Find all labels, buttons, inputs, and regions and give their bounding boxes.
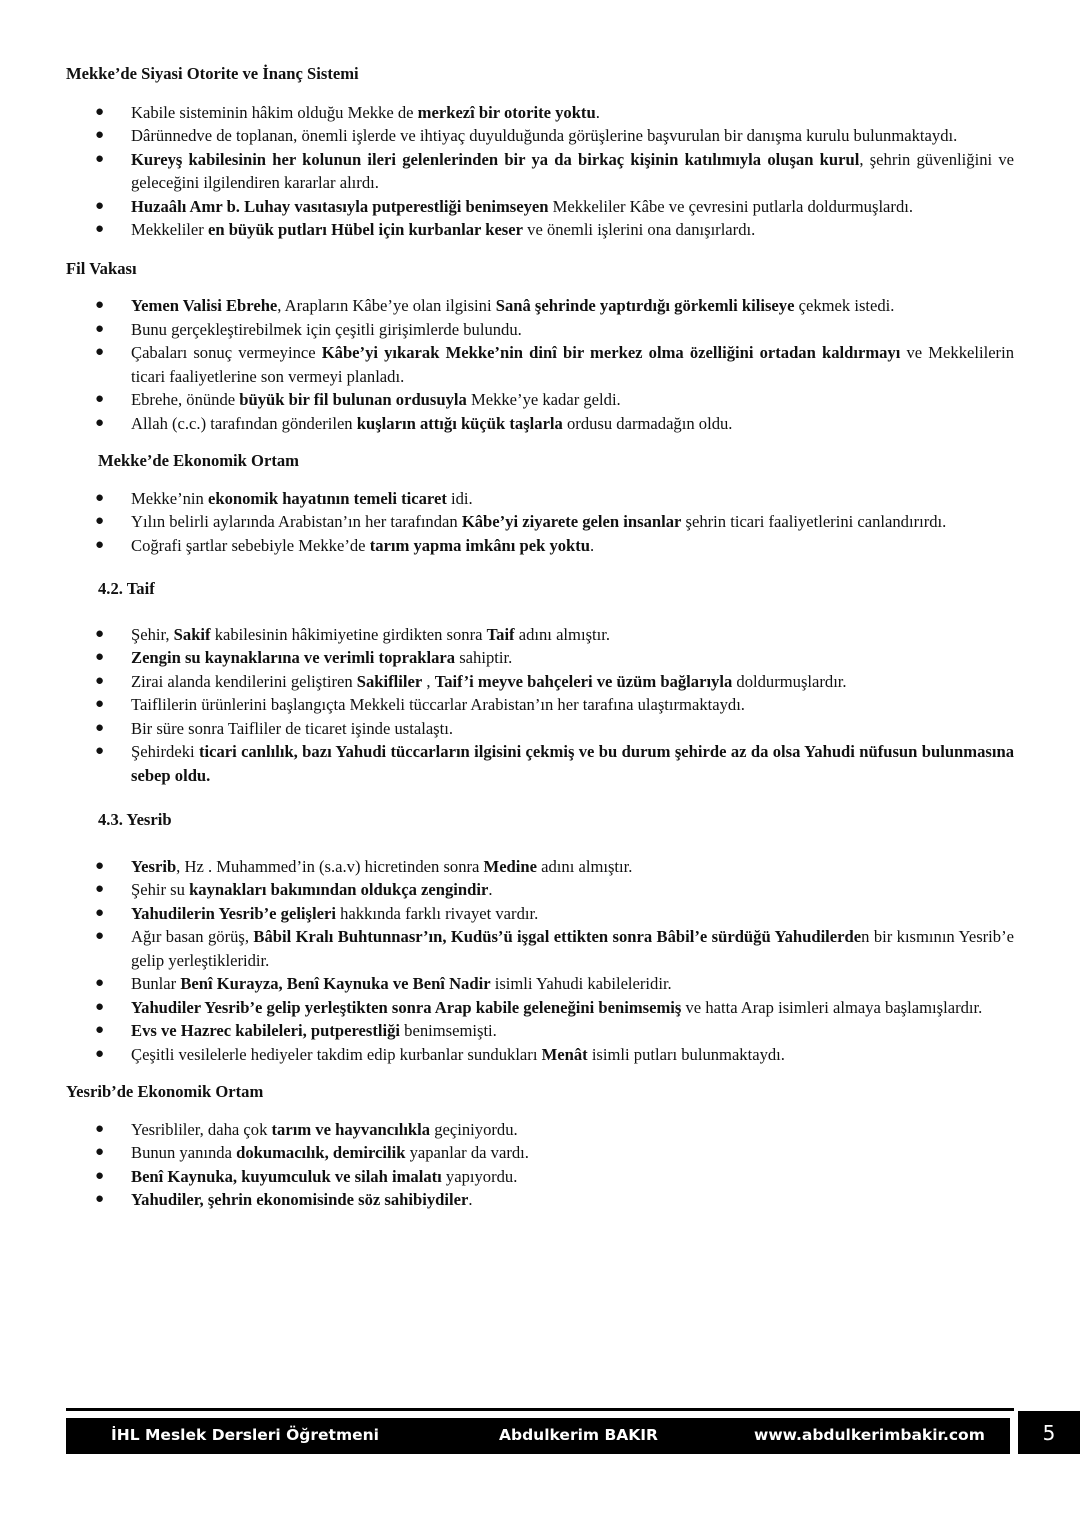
text: Ebrehe, önünde [131, 390, 240, 409]
list-item [66, 996, 1014, 1020]
text: Çabaları sonuç vermeyince [131, 343, 322, 362]
list-item [66, 1118, 1014, 1142]
bullet-icon: ● [95, 928, 105, 944]
bold-text: Evs ve Hazrec kabileleri, putperestliği [131, 1021, 401, 1040]
text: isimli putları bulunmaktaydı. [587, 1044, 785, 1064]
bullet-icon: ● [95, 696, 105, 712]
text: , [422, 671, 435, 691]
text: geçiniyordu. [430, 1119, 518, 1139]
bullet-icon: ● [95, 719, 105, 736]
bold-text: Yahudilerin Yesrib’e gelişleri [131, 903, 336, 923]
bullet-icon: ● [95, 297, 105, 313]
bold-text: Yesrib [131, 856, 177, 876]
text: Taiflilerin ürünlerini başlangıçta Mekkeli tüccarlar Arabistan’ın her tarafına ulaştırmaktaydı. [131, 695, 745, 714]
list-item [66, 717, 1014, 741]
text: . [468, 1190, 473, 1209]
bullet-icon: ● [95, 536, 105, 553]
footer-author-name: Abdulkerim BAKIR [499, 1426, 658, 1444]
list-item [66, 646, 1014, 670]
bullet-icon: ● [95, 625, 105, 642]
text: hakkında farklı rivayet vardır. [335, 903, 539, 923]
text: . [488, 880, 493, 899]
list-item [66, 1019, 1014, 1043]
list-item [66, 740, 1014, 787]
bold-text: Kâbe’yi ziyarete gelen insanlar [461, 512, 682, 531]
bullet-icon: ● [95, 320, 105, 337]
bold-text: Menât [541, 1044, 588, 1064]
list-item [66, 195, 1014, 219]
text: Allah (c.c.) tarafından gönderilen [131, 413, 357, 433]
text: doldurmuşlardır. [732, 671, 847, 691]
list-item [66, 925, 1014, 972]
text: Bunu gerçekleştirebilmek için çeşitli girişimlerde bulundu. [131, 319, 522, 339]
text: ve hatta Arap isimleri almaya başlamışlardır. [681, 997, 983, 1017]
text: Bir süre sonra Taifliler de ticaret işinde ustalaştı. [131, 718, 454, 738]
bullet-list [66, 487, 1014, 558]
list-item [66, 341, 1014, 388]
text: sahiptir. [455, 648, 513, 667]
bullet-icon: ● [95, 197, 105, 214]
text: . [595, 102, 600, 122]
list-item [66, 972, 1014, 996]
list-item [66, 693, 1014, 717]
text: kabilesinin hâkimiyetine girdikten sonra [210, 624, 487, 644]
bullet-list [66, 855, 1014, 1067]
bullet-icon: ● [95, 489, 105, 506]
bold-text: kaynakları bakımından oldukça zengindir [189, 880, 489, 899]
bullet-icon: ● [95, 1120, 105, 1137]
section-heading: 4.2. Taif [98, 579, 155, 598]
bold-text: Kureyş kabilesinin her kolunun ileri gelenlerinden bir ya da birkaç kişinin katılımıyla oluşan kurul [131, 149, 860, 169]
section-heading: Mekke’de Ekonomik Ortam [98, 451, 299, 470]
bold-text: Huzaâlı Amr b. Luhay vasıtasıyla putperestliği benimseyen [131, 196, 549, 216]
list-item [66, 1188, 1014, 1212]
text: idi. [446, 488, 473, 508]
bullet-icon: ● [95, 103, 105, 120]
text: Mekke’nin [131, 488, 208, 508]
bullet-list [66, 101, 1014, 242]
section-mekke-ekonomik [66, 449, 1014, 557]
text: çekmek istedi. [794, 296, 895, 315]
section-taif [66, 577, 1014, 787]
list-item [66, 1043, 1014, 1067]
bold-text: büyük bir fil bulunan ordusuyla [239, 390, 467, 409]
list-item [66, 124, 1014, 148]
text: Coğrafi şartlar sebebiyle Mekke’de [131, 535, 370, 555]
list-item [66, 487, 1014, 511]
text: ve Mekkelilerin ticari faaliyetlerine son vermeyi planladı. [131, 343, 1014, 386]
bold-text: Yahudiler, şehrin ekonomisinde söz sahibiydiler [131, 1190, 469, 1209]
text: , Hz . Muhammed’in (s.a.v) hicretinden sonra [176, 856, 484, 876]
footer-author-title: İHL Meslek Dersleri Öğretmeni [111, 1426, 379, 1444]
section-heading: Yesrib’de Ekonomik Ortam [66, 1082, 264, 1101]
bold-text: Benî Kaynuka, kuyumculuk ve silah imalatı [131, 1166, 442, 1186]
bullet-icon: ● [95, 672, 105, 689]
section-heading: Mekke’de Siyasi Otorite ve İnanç Sistemi [66, 64, 359, 83]
bullet-icon: ● [95, 391, 105, 407]
bullet-list [66, 294, 1014, 435]
bold-text: Benî Kurayza, Benî Kaynuka ve Benî Nadir [180, 974, 491, 993]
list-item [66, 623, 1014, 647]
bullet-icon: ● [95, 998, 105, 1015]
text: benimsemişti. [400, 1021, 497, 1040]
section-yesrib [66, 808, 1014, 1066]
bullet-list [66, 1118, 1014, 1212]
bullet-icon: ● [95, 513, 105, 529]
list-item [66, 148, 1014, 195]
text: . [590, 535, 595, 555]
footer-divider [66, 1408, 1014, 1411]
list-item [66, 1165, 1014, 1189]
list-item [66, 101, 1014, 125]
bullet-list [66, 623, 1014, 788]
text: yapanlar da vardı. [405, 1143, 529, 1162]
text: adını almıştır. [537, 856, 633, 876]
list-item [66, 855, 1014, 879]
bullet-icon: ● [95, 1191, 105, 1207]
section-mekke-siyasi [66, 62, 1014, 242]
footer-bar [66, 1418, 1010, 1454]
bullet-icon: ● [95, 127, 105, 143]
text: Şehir su [131, 880, 190, 899]
bold-text: merkezî bir otorite yoktu [417, 102, 596, 122]
bold-text: kuşların attığı küçük taşlarla [356, 413, 563, 433]
bold-text: tarım yapma imkânı pek yoktu [369, 535, 591, 555]
list-item [66, 388, 1014, 412]
bold-text: Sakifliler [356, 671, 423, 691]
bullet-icon: ● [95, 857, 105, 874]
bold-text: ekonomik hayatının temeli ticaret [207, 488, 447, 508]
list-item [66, 218, 1014, 242]
list-item [66, 534, 1014, 558]
text: Mekkeliler [131, 220, 208, 239]
bullet-icon: ● [95, 1167, 105, 1184]
text: Bunlar [131, 974, 181, 993]
bullet-icon: ● [95, 1022, 105, 1038]
text: şehrin ticari faaliyetlerini canlandırırdı. [681, 512, 947, 531]
bold-text: Kâbe’yi yıkarak Mekke’nin dinî bir merkez olma özelliğini ortadan kaldırmayı [321, 343, 901, 362]
bold-text: tarım ve hayvancılıkla [271, 1119, 431, 1139]
text: Şehir, [131, 624, 174, 644]
bold-text: Medine [483, 856, 537, 876]
bold-text: ticari canlılık, bazı Yahudi tüccarların ilgisini çekmiş ve bu durum şehirde az da olsa Yahudi nüfusun bulunmasına sebep oldu. [131, 742, 1014, 785]
bullet-icon: ● [95, 414, 105, 431]
text: , Arapların Kâbe’ye olan ilgisini [277, 296, 496, 315]
text: Bunun yanında [131, 1143, 237, 1162]
text: Zirai alanda kendilerini geliştiren [131, 671, 357, 691]
text: isimli Yahudi kabileleridir. [490, 974, 672, 993]
bullet-icon: ● [95, 881, 105, 897]
bold-text: dokumacılık, demircilik [236, 1143, 406, 1162]
list-item [66, 878, 1014, 902]
list-item [66, 318, 1014, 342]
document-body [66, 62, 1014, 1212]
list-item [66, 294, 1014, 318]
section-yesrib-ekonomik [66, 1080, 1014, 1212]
bold-text: en büyük putları Hübel için kurbanlar keser [207, 220, 523, 239]
bullet-icon: ● [95, 904, 105, 921]
bullet-icon: ● [95, 1045, 105, 1062]
text: Yılın belirli aylarında Arabistan’ın her tarafından [131, 512, 462, 531]
list-item [66, 412, 1014, 436]
bold-text: Yahudiler Yesrib’e gelip yerleştikten sonra Arap kabile geleneğini benimsemiş [131, 997, 682, 1017]
bullet-icon: ● [95, 649, 105, 665]
bullet-icon: ● [95, 150, 105, 167]
bold-text: Sakif [173, 624, 211, 644]
bullet-icon: ● [95, 1144, 105, 1160]
text: ordusu darmadağın oldu. [562, 413, 733, 433]
text: Çeşitli vesilelerle hediyeler takdim edip kurbanlar sundukları [131, 1044, 542, 1064]
bold-text: Taif’i meyve bahçeleri ve üzüm bağlarıyla [434, 671, 733, 691]
section-heading: 4.3. Yesrib [98, 810, 172, 829]
list-item [66, 510, 1014, 534]
text: ve önemli işlerini ona danışırlardı. [523, 220, 756, 239]
bullet-icon: ● [95, 221, 105, 237]
text: , şehrin güvenliğini ve geleceğini ilgilendiren kararlar alırdı. [131, 149, 1014, 192]
text: Şehirdeki [131, 742, 199, 761]
section-heading: Fil Vakası [66, 258, 137, 278]
text: adını almıştır. [514, 624, 610, 644]
text: Kabile sisteminin hâkim olduğu Mekke de [131, 102, 418, 122]
bold-text: Bâbil Kralı Buhtunnasr’ın, Kudüs’ü işgal ettikten sonra Bâbil’e sürdüğü Yahudilerde [253, 927, 862, 946]
bold-text: Sanâ şehrinde yaptırdığı görkemli kiliseye [495, 296, 795, 315]
bullet-icon: ● [95, 743, 105, 759]
bold-text: Taif [486, 624, 515, 644]
page-number: 5 [1018, 1411, 1080, 1454]
list-item [66, 670, 1014, 694]
bold-text: Zengin su kaynaklarına ve verimli topraklara [131, 648, 456, 667]
text: Mekke’ye kadar geldi. [466, 390, 621, 409]
bullet-icon: ● [95, 344, 105, 360]
section-fil-vakasi [66, 257, 1014, 436]
text: Dârünnedve de toplanan, önemli işlerde ve ihtiyaç duyulduğunda görüşlerine başvurulan bir danışma kurulu bulunmaktaydı. [131, 126, 958, 145]
text: yapıyordu. [441, 1166, 518, 1186]
list-item [66, 1141, 1014, 1165]
text: Ağır basan görüş, [131, 927, 254, 946]
footer-website-link[interactable]: www.abdulkerimbakir.com [754, 1426, 985, 1444]
text: Yesribliler, daha çok [131, 1119, 272, 1139]
list-item [66, 902, 1014, 926]
bullet-icon: ● [95, 975, 105, 991]
text: Mekkeliler Kâbe ve çevresini putlarla doldurmuşlardı. [548, 196, 913, 216]
text: n bir kısmının Yesrib’e gelip yerleştikleridir. [131, 927, 1014, 970]
bold-text: Yemen Valisi Ebrehe [131, 296, 278, 315]
